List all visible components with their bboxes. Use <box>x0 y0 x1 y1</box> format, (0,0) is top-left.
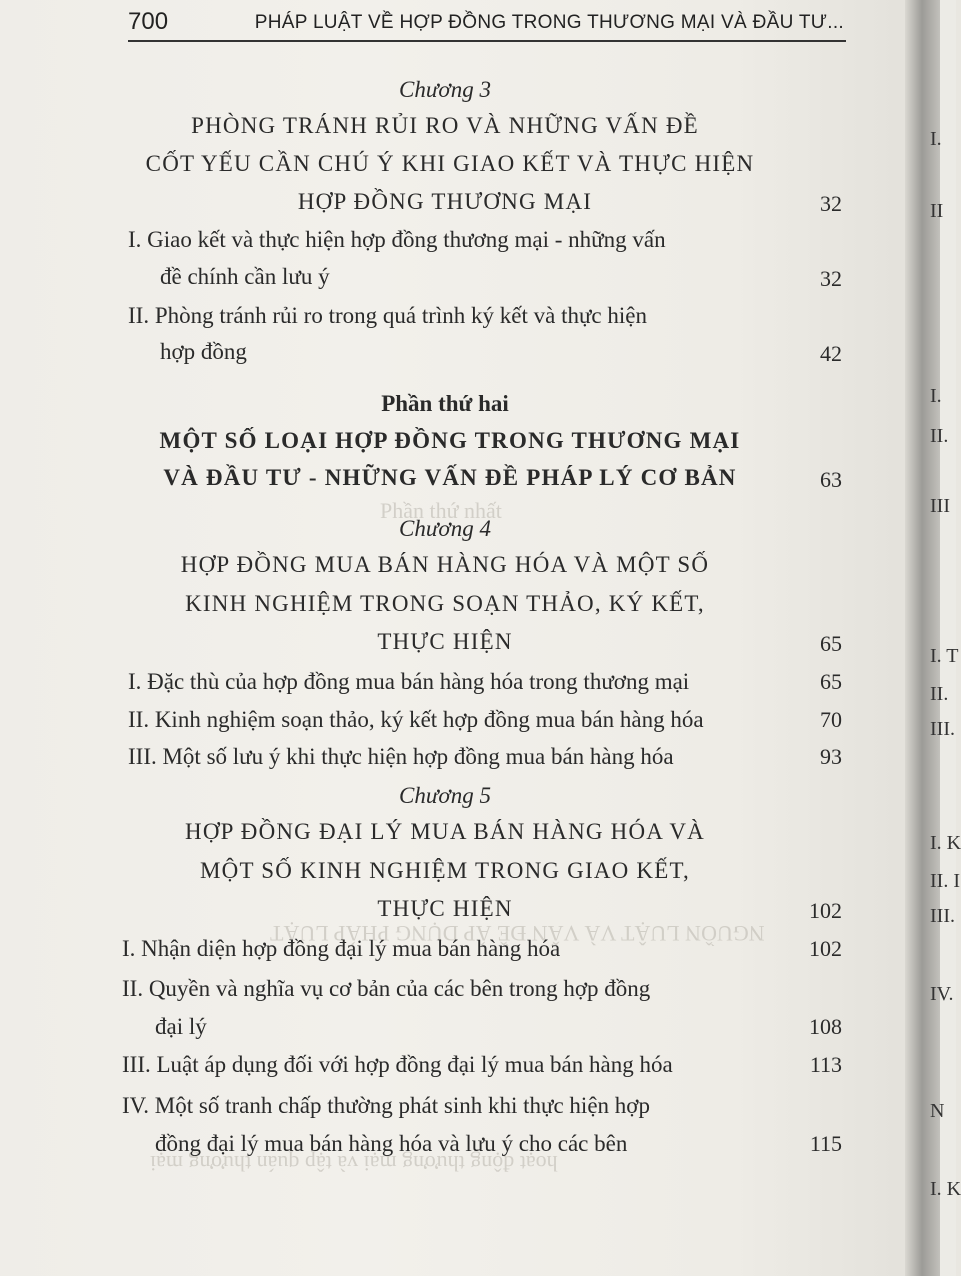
book-gutter <box>905 0 943 1276</box>
toc-entry-page: 102 <box>809 936 842 961</box>
chapter-4-page: 65 <box>820 631 842 656</box>
bleed-through: Phần thứ nhất <box>380 498 502 523</box>
chapter-3-title-line: CỐT YẾU CẦN CHÚ Ý KHI GIAO KẾT VÀ THỰC HIỆN <box>145 151 755 176</box>
chapter-4-label: Chương 4 <box>399 516 491 541</box>
chapter-5-page: 102 <box>809 898 842 923</box>
facing-page-mark: I. K <box>930 832 961 854</box>
chapter-4-title-line: THỰC HIỆN <box>377 629 513 654</box>
chapter-5-title-line: HỢP ĐỒNG ĐẠI LÝ MUA BÁN HÀNG HÓA VÀ <box>185 819 705 844</box>
facing-page-mark: II <box>930 200 944 222</box>
chapter-4-title-line: HỢP ĐỒNG MUA BÁN HÀNG HÓA VÀ MỘT SỐ <box>180 552 710 577</box>
facing-page-mark: II. <box>930 683 949 705</box>
part-2-title-line: VÀ ĐẦU TƯ - NHỮNG VẤN ĐỀ PHÁP LÝ CƠ BẢN <box>163 465 737 490</box>
toc-entry-page: 115 <box>809 1131 842 1156</box>
chapter-5-label: Chương 5 <box>399 783 491 808</box>
facing-page-mark: I. T <box>930 645 959 667</box>
chapter-5-title-line: THỰC HIỆN <box>377 896 513 921</box>
facing-page-mark: III. <box>930 718 955 740</box>
toc-entry-page: 65 <box>820 669 842 694</box>
chapter-4-title-line: KINH NGHIỆM TRONG SOẠN THẢO, KÝ KẾT, <box>185 591 705 616</box>
toc-entry-page: 93 <box>820 744 842 769</box>
chapter-3-page: 32 <box>820 191 842 216</box>
chapter-3-title-line: PHÒNG TRÁNH RỦI RO VÀ NHỮNG VẤN ĐỀ <box>191 113 699 138</box>
toc-entry-page: 42 <box>820 341 842 366</box>
toc-entry: II. Quyền và nghĩa vụ cơ bản của các bên trong hợp đồng <box>122 976 651 1001</box>
toc-entry: I. Đặc thù của hợp đồng mua bán hàng hóa trong thương mại <box>128 669 690 694</box>
facing-page-mark: IV. <box>930 983 954 1005</box>
toc-entry: I. Giao kết và thực hiện hợp đồng thương mại - những vấn <box>128 227 666 252</box>
toc-entry-cont: đồng đại lý mua bán hàng hóa và lưu ý cho các bên <box>155 1131 628 1156</box>
toc-entry: II. Phòng tránh rủi ro trong quá trình ký kết và thực hiện <box>128 303 647 328</box>
facing-page-mark: II. I <box>930 870 960 892</box>
toc-entry: II. Kinh nghiệm soạn thảo, ký kết hợp đồng mua bán hàng hóa <box>128 707 704 732</box>
part-2-label: Phần thứ hai <box>381 391 509 416</box>
bleed-through: hoạt động thương mại và tập quán thương mại <box>150 1151 558 1176</box>
facing-page-mark: I. <box>930 385 942 407</box>
next-page-edge <box>940 0 956 1276</box>
toc-entry-page: 70 <box>820 707 842 732</box>
chapter-3-label: Chương 3 <box>399 77 491 102</box>
toc-entry: IV. Một số tranh chấp thường phát sinh khi thực hiện hợp <box>122 1093 650 1118</box>
page-number: 700 <box>128 8 169 35</box>
toc-entry-cont: hợp đồng <box>160 339 247 364</box>
part-2-page: 63 <box>820 467 842 492</box>
facing-page-mark: I. <box>930 128 942 150</box>
facing-page-mark: N <box>930 1100 945 1122</box>
facing-page-mark: III. <box>930 905 955 927</box>
toc-entry-cont: đề chính cần lưu ý <box>160 264 330 289</box>
toc-entry: III. Luật áp dụng đối với hợp đồng đại lý mua bán hàng hóa <box>122 1052 673 1077</box>
toc-entry-page: 108 <box>809 1014 842 1039</box>
toc-entry-page: 113 <box>809 1052 842 1077</box>
running-head <box>128 6 846 42</box>
toc-entry-cont: đại lý <box>155 1014 207 1039</box>
part-2-title-line: MỘT SỐ LOẠI HỢP ĐỒNG TRONG THƯƠNG MẠI <box>159 428 741 453</box>
bleed-through: NGUỒN LUẬT VÀ VẤN ĐỀ ÁP DỤNG PHÁP LUẬT <box>270 921 765 946</box>
toc-entry: III. Một số lưu ý khi thực hiện hợp đồng mua bán hàng hóa <box>128 744 674 769</box>
chapter-3-title-line: HỢP ĐỒNG THƯƠNG MẠI <box>297 189 593 214</box>
toc-entry: I. Nhận diện hợp đồng đại lý mua bán hàng hóa <box>122 936 561 961</box>
toc-entry-page: 32 <box>820 266 842 291</box>
running-title: PHÁP LUẬT VỀ HỢP ĐỒNG TRONG THƯƠNG MẠI VÀ ĐẦU TƯ... <box>254 12 844 33</box>
facing-page-mark: II. <box>930 425 949 447</box>
facing-page-mark: I. K <box>930 1178 961 1200</box>
chapter-5-title-line: MỘT SỐ KINH NGHIỆM TRONG GIAO KẾT, <box>200 858 690 883</box>
facing-page-mark: III <box>930 495 950 517</box>
